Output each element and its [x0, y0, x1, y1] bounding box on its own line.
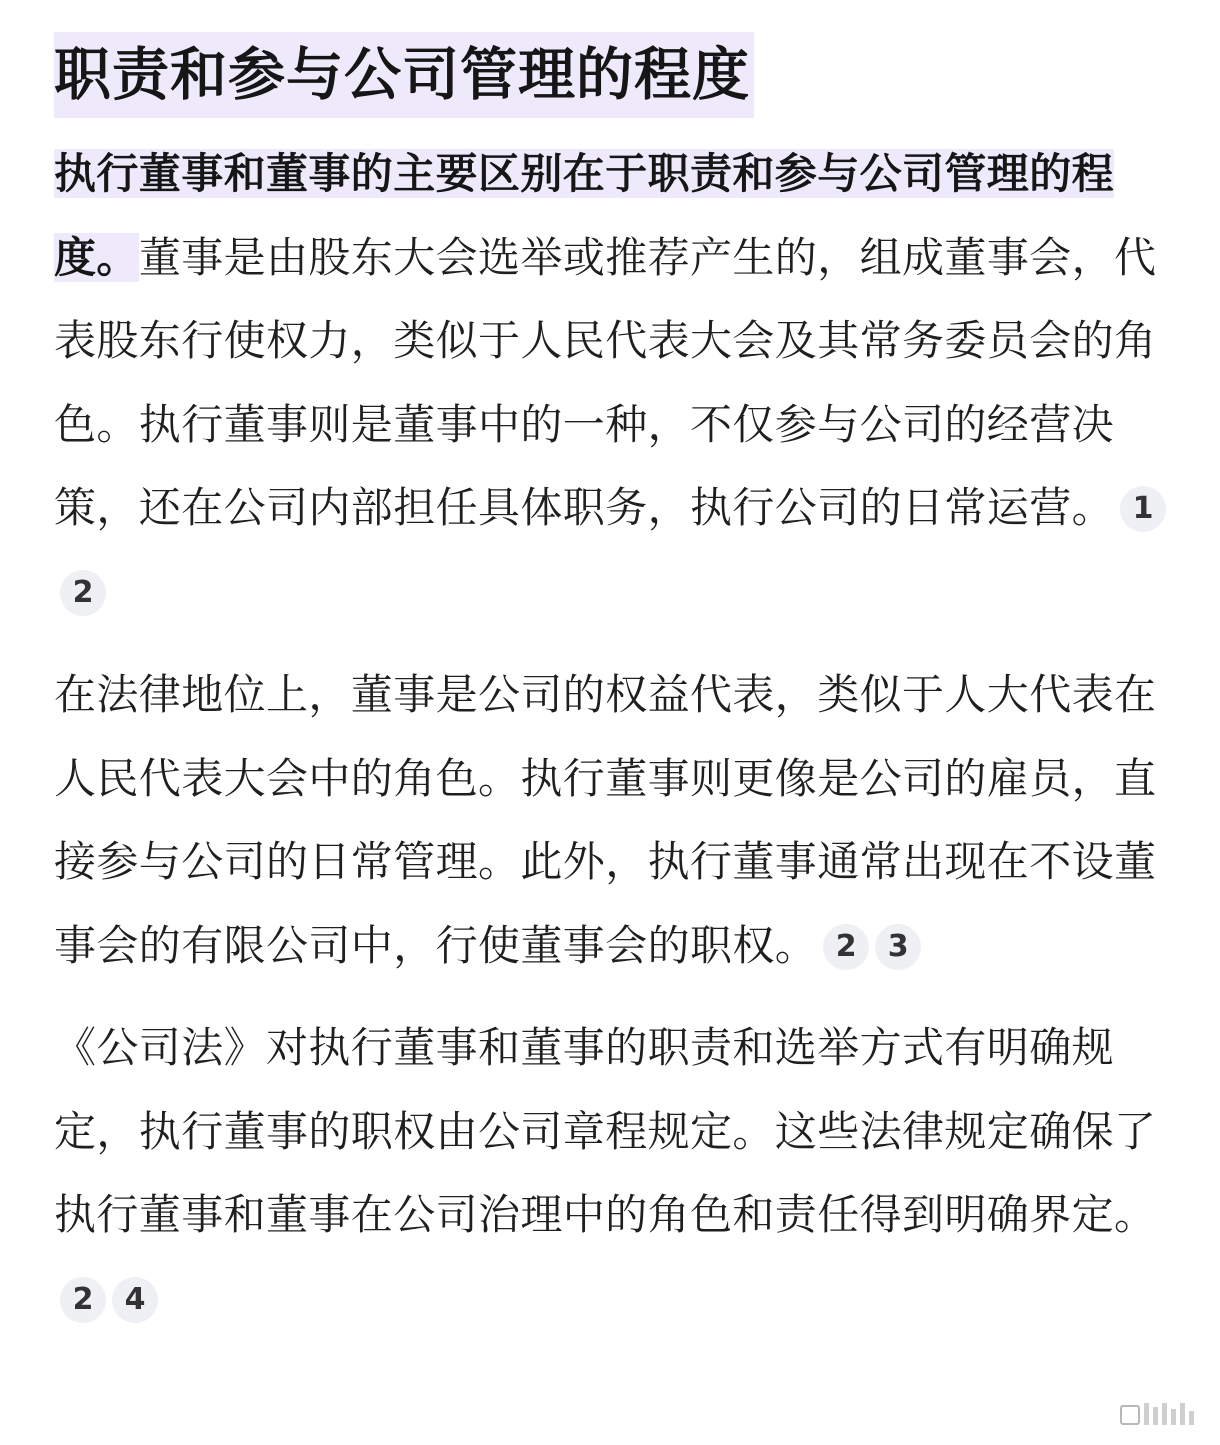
citation-badge[interactable]: 3 [875, 924, 921, 970]
paragraph-text: 《公司法》对执行董事和董事的职责和选举方式有明确规定，执行董事的职权由公司章程规定。这些法律规定确保了执行董事和董事在公司治理中的角色和责任得到明确界定。 [54, 1023, 1157, 1239]
paragraph-2 [54, 653, 1174, 987]
watermark-logo-icon [1120, 1403, 1194, 1425]
citation-badge[interactable]: 1 [1120, 486, 1166, 532]
watermark-bar-icon [1180, 1403, 1185, 1425]
paragraph-text: 董事是由股东大会选举或推荐产生的，组成董事会，代表股东行使权力，类似于人民代表大会及其常务委员会的角色。执行董事则是董事中的一种，不仅参与公司的经营决策，还在公司内部担任具体职务，执行公司的日常运营。 [54, 232, 1157, 532]
watermark-bar-icon [1171, 1409, 1176, 1425]
citation-badge[interactable]: 2 [823, 924, 869, 970]
section-heading: 职责和参与公司管理的程度 [54, 32, 754, 118]
citation-badge[interactable]: 2 [60, 570, 106, 616]
paragraph-3 [54, 1006, 1174, 1340]
highlighted-summary: 执行董事和董事的主要区别在于职责和参与公司管理的程度。 [54, 149, 1115, 282]
watermark-bar-icon [1189, 1411, 1194, 1425]
watermark-bar-icon [1162, 1403, 1167, 1425]
watermark-square-icon [1120, 1405, 1140, 1425]
watermark-bar-icon [1144, 1403, 1149, 1425]
paragraph-text: 在法律地位上，董事是公司的权益代表，类似于人大代表在人民代表大会中的角色。执行董事则更像是公司的雇员，直接参与公司的日常管理。此外，执行董事通常出现在不设董事会的有限公司中，行使董事会的职权。 [54, 670, 1157, 970]
paragraph-1 [54, 132, 1174, 633]
answer-content [54, 32, 1174, 1340]
citation-badge[interactable]: 4 [112, 1277, 158, 1323]
watermark-bar-icon [1153, 1407, 1158, 1425]
citation-badge[interactable]: 2 [60, 1277, 106, 1323]
